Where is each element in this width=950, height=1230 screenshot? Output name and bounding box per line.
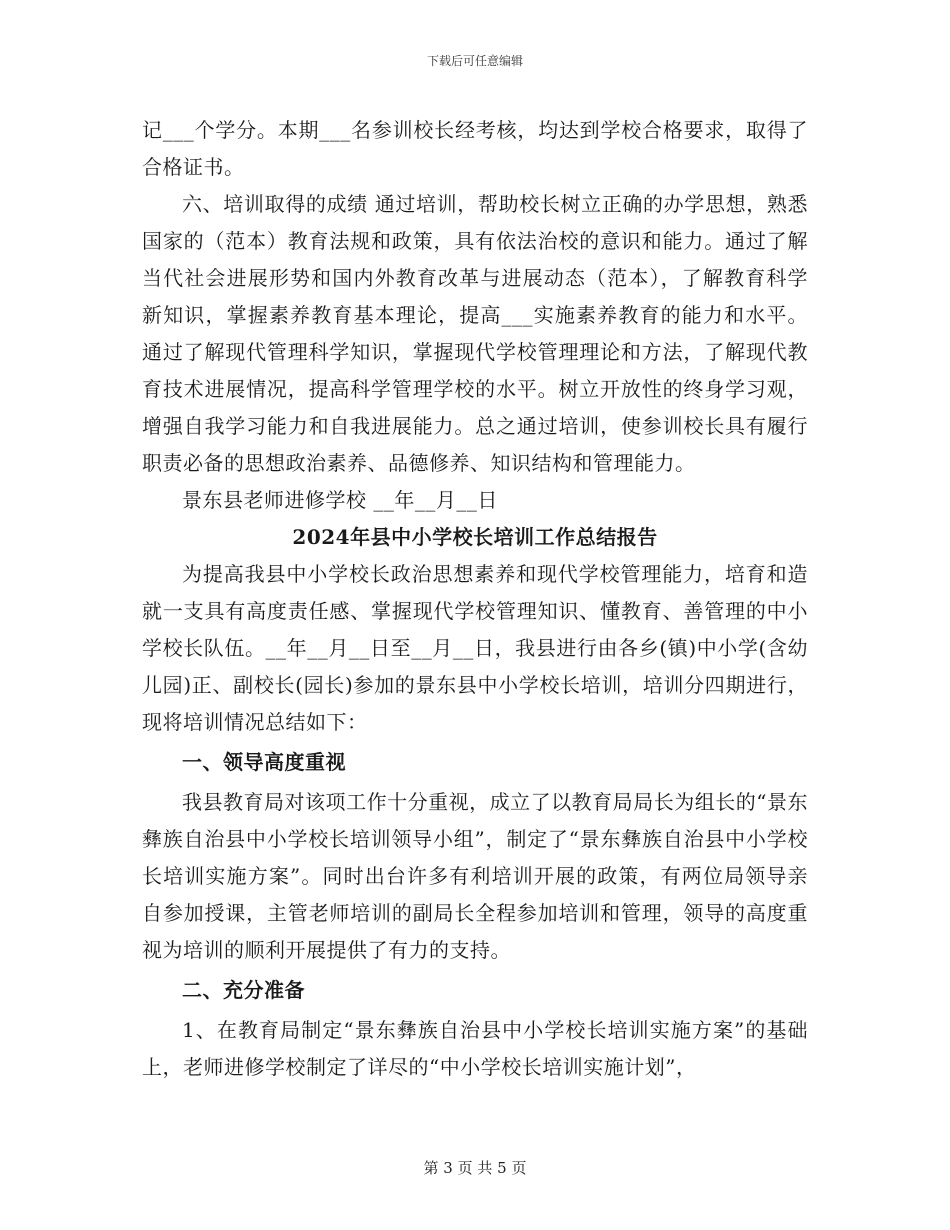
section-heading-leadership: 一、领导高度重视 <box>182 750 346 774</box>
page-header: 下载后可任意编辑 <box>426 54 523 68</box>
section-heading-preparation: 二、充分准备 <box>182 978 305 1002</box>
paragraph-leadership: 我县教育局对该项工作十分重视，成立了以教育局局长为组长的“景东彝族自治县中小学校长培训领导小组”，制定了“景东彝族自治县中小学校长培训实施方案”。同时出台许多有利培训开展的政策，有两位局领导亲自参加授课，主管老师培训的副局长全程参加培训和管理，领导的高度重视为培训的顺利开展提供了有力的支持。 <box>142 790 808 962</box>
page-footer: 第 3 页 共 5 页 <box>423 1159 527 1177</box>
paragraph-achievements: 六、培训取得的成绩 通过培训，帮助校长树立正确的办学思想，熟悉国家的（范本）教育法规和政策，具有依法治校的意识和能力。通过了解当代社会进展形势和国内外教育改革与进展动态（范本），了解教育科学新知识，掌握素养教育基本理论，提高___实施素养教育的能力和水平。通过了解现代管理科学知识，掌握现代学校管理理论和方法，了解现代教育技术进展情况，提高科学管理学校的水平。树立开放性的终身学习观，增强自我学习能力和自我进展能力。总之通过培训，使参训校长具有履行职责必备的思想政治素养、品德修养、知识结构和管理能力。 <box>142 192 808 475</box>
paragraph-signature-date: 景东县老师进修学校 __年__月__日 <box>182 488 498 512</box>
paragraph-preparation: 1、在教育局制定“景东彝族自治县中小学校长培训实施方案”的基础上，老师进修学校制定了详尽的“中小学校长培训实施计划”， <box>142 1018 808 1079</box>
document-body <box>142 112 808 1086</box>
paragraph-intro: 为提高我县中小学校长政治思想素养和现代学校管理能力，培育和造就一支具有高度责任感、掌握现代学校管理知识、懂教育、善管理的中小学校长队伍。__年__月__日至__月__日，我县进行由各乡(镇)中小学(含幼儿园)正、副校长(园长)参加的景东县中小学校长培训，培训分四期进行，现将培训情况总结如下： <box>142 562 808 734</box>
report-title: 2024年县中小学校长培训工作总结报告 <box>292 525 658 549</box>
paragraph-credits: 记___个学分。本期___名参训校长经考核，均达到学校合格要求，取得了合格证书。 <box>142 118 808 179</box>
